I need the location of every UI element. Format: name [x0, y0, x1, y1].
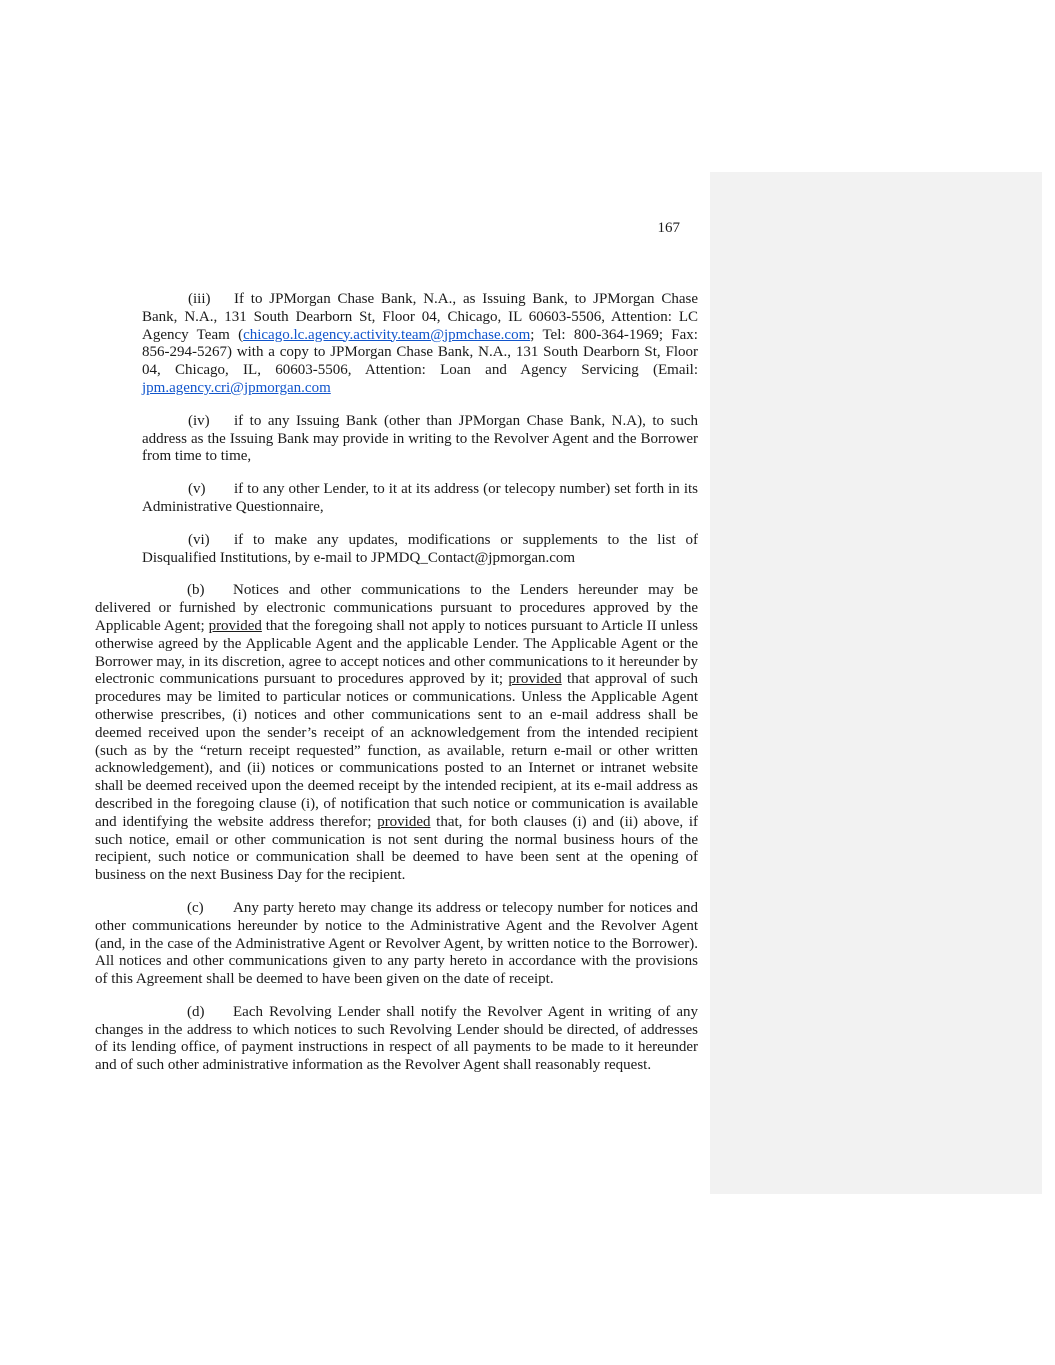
- clause-iii: [142, 291, 698, 398]
- clause-vi-label: (vi): [188, 531, 210, 548]
- provided-term-2: provided: [508, 671, 562, 688]
- clause-v: [142, 481, 698, 517]
- clause-d-label: (d): [187, 1003, 205, 1020]
- comments-pane: [710, 172, 1042, 1194]
- page-number: 167: [657, 220, 680, 236]
- clause-iii-text-1: If to JPMorgan Chase Bank, N.A., as Issuing Bank, to JPMorgan Chase Bank, N.A., 131 South Dearborn St, Floor 04, Chicago, IL 60603-5506, Attention: LC Agency Team (: [142, 291, 698, 343]
- clause-vi-text: if to make any updates, modifications or supplements to the list of Disqualified Institutions, by e-mail to JPMDQ_Contact@jpmorgan.com: [142, 531, 698, 566]
- clause-v-label: (v): [188, 481, 206, 498]
- provided-term-3: provided: [377, 813, 431, 830]
- clause-iii-label: (iii): [188, 291, 211, 307]
- clause-b-text-1: Notices and other communications to the Lenders hereunder may be delivered or furnished by electronic communications pursuant to procedures approved by the Applicable Agent;: [95, 582, 698, 634]
- clause-iv: [142, 413, 698, 466]
- clause-c-label: (c): [187, 899, 204, 916]
- clause-v-text: if to any other Lender, to it at its address (or telecopy number) set forth in its Administrative Questionnaire,: [142, 481, 698, 515]
- clause-b: [95, 582, 698, 885]
- clause-vi: [142, 532, 698, 568]
- clause-c-text: Any party hereto may change its address or telecopy number for notices and other communications hereunder by notice to the Administrative Agent and the Revolver Agent (and, in the case of the Administrative Agent or Revolver Agent, by written notice to the Borrower). All notices and other communications given to any party hereto in accordance with the provisions of this Agreement shall be deemed to have been given on the date of receipt.: [95, 899, 698, 988]
- clause-b-label: (b): [187, 582, 205, 599]
- clause-b-text-4: that, for both clauses (i) and (ii) above, if such notice, email or other communication is not sent during the normal business hours of the recipient, such notice or communication shall be deemed to have been sent at the opening of business on the next Business Day for the recipient.: [95, 813, 698, 884]
- jpm-agency-email-link[interactable]: jpm.agency.cri@jpmorgan.com: [142, 379, 331, 396]
- clause-b-text-3: that approval of such procedures may be limited to particular notices or communications. Unless the Applicable Agent otherwise prescribes, (i) notices and other communications sent to an e-mail address shall be deemed received upon the sender’s receipt of an acknowledgement from the intended recipient (such as by the “return receipt requested” function, as available, return e-mail or other written acknowledgement), and (ii) notices or communications posted to an Internet or intranet website shall be deemed received upon the deemed receipt by the intended recipient, at its e-mail address as described in the foregoing clause (i), of notification that such notice or communication is available and identifying the website address therefor;: [95, 671, 698, 830]
- clause-b-text-2: that the foregoing shall not apply to notices pursuant to Article II unless otherwise agreed by the Applicable Agent and the applicable Lender. The Applicable Agent or the Borrower may, in its discretion, agree to accept notices and other communications to it hereunder by electronic communications pursuant to procedures approved by it;: [95, 617, 698, 688]
- clause-d-text: Each Revolving Lender shall notify the Revolver Agent in writing of any changes in the address to which notices to such Revolving Lender should be directed, of addresses of its lending office, of payment instructions in respect of all payments to be made to it hereunder and of such other administrative information as the Revolver Agent shall reasonably request.: [95, 1003, 698, 1074]
- document-body: [95, 291, 698, 1090]
- clause-iii-text-2: ; Tel: 800-364-1969; Fax: 856-294-5267) with a copy to JPMorgan Chase Bank, N.A., 131 South Dearborn St, Floor 04, Chicago, IL, 60603-5506, Attention: Loan and Agency Servicing (Email:: [142, 326, 698, 379]
- clause-d: [95, 1004, 698, 1075]
- clause-c: [95, 900, 698, 989]
- provided-term-1: provided: [208, 617, 262, 634]
- lc-agency-email-link[interactable]: chicago.lc.agency.activity.team@jpmchase.com: [243, 326, 531, 343]
- clause-iv-text: if to any Issuing Bank (other than JPMorgan Chase Bank, N.A), to such address as the Issuing Bank may provide in writing to the Revolver Agent and the Borrower from time to time,: [142, 412, 698, 465]
- clause-iv-label: (iv): [188, 412, 210, 429]
